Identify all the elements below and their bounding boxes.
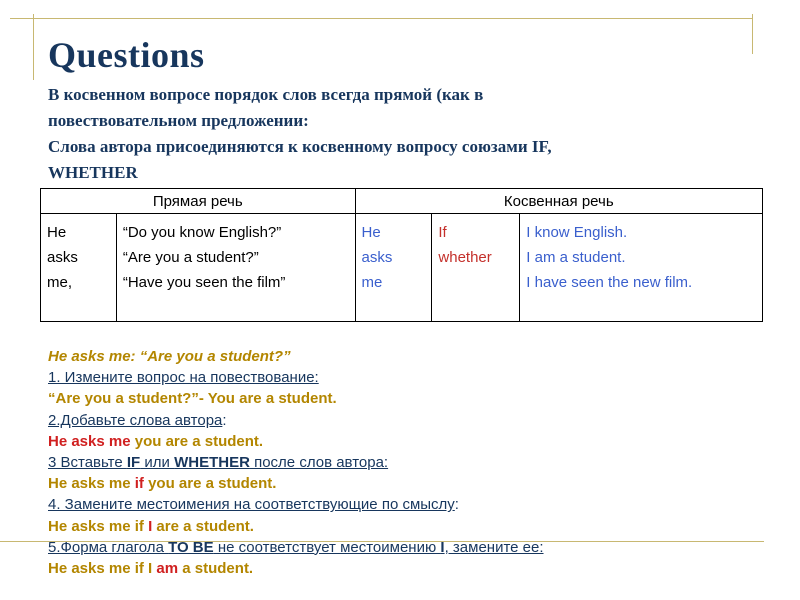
direct-question: “Are you a student?” — [122, 249, 259, 266]
step-5-i: I — [440, 538, 445, 556]
intro-line-3: Слова автора присоединяются к косвенному вопросу союзами IF, — [48, 137, 552, 156]
table-row — [41, 214, 763, 322]
step-5-pre: 5.Форма глагола — [48, 538, 169, 556]
step-4-answer — [48, 516, 544, 537]
indirect-statement: I have seen the new film. — [526, 274, 693, 291]
speech-table — [40, 188, 763, 322]
step-5-answer-red: am — [156, 560, 179, 578]
step-2-answer-red: He asks me — [48, 432, 131, 450]
conjunctions-cell — [432, 214, 520, 322]
example-sentence: He asks me: “Are you a student?” — [48, 348, 291, 365]
intro-line-2: повествовательном предложении: — [48, 111, 309, 130]
step-1: 1. Измените вопрос на повествование: — [48, 369, 319, 387]
intro-line-1: В косвенном вопросе порядок слов всегда прямой (как в — [48, 85, 484, 104]
step-3-answer-pre: He asks me — [48, 475, 135, 493]
top-rule — [10, 18, 752, 19]
step-2 — [48, 410, 544, 431]
top-right-vertical — [752, 14, 753, 54]
step-3-answer-post: you are a student. — [143, 475, 277, 493]
indirect-author-word: He — [361, 224, 381, 241]
indirect-author-cell — [355, 214, 432, 322]
indirect-statements-cell — [520, 214, 763, 322]
step-5-answer — [48, 558, 544, 579]
step-5 — [48, 537, 544, 558]
indirect-statement: I know English. — [526, 224, 628, 241]
step-2-answer-rest: you are a student. — [130, 432, 264, 450]
header-indirect-speech: Косвенная речь — [355, 189, 762, 214]
step-5-answer-post: a student. — [178, 560, 254, 578]
direct-questions-cell — [116, 214, 355, 322]
step-4 — [48, 494, 544, 515]
intro-line-4: WHETHER — [48, 163, 138, 182]
step-3-mid: или — [140, 454, 175, 472]
step-2-label: 2.Добавьте слова автора — [48, 411, 223, 429]
table-header-row — [41, 189, 763, 214]
step-4-label: 4. Замените местоимения на соответствующие по смыслу — [48, 496, 455, 514]
step-5-answer-pre: He asks me if I — [48, 560, 157, 578]
step-4-answer-post: are a student. — [152, 517, 254, 535]
conjunction: If — [438, 224, 447, 241]
indirect-statement: I am a student. — [526, 249, 626, 266]
direct-author-word: asks — [47, 249, 78, 266]
step-5-post: не соответствует местоимению — [213, 538, 441, 556]
direct-author-word: me, — [47, 274, 73, 291]
conjunction: whether — [438, 249, 492, 266]
intro-text — [48, 82, 748, 186]
direct-question: “Do you know English?” — [122, 224, 282, 241]
step-3-if: IF — [126, 454, 141, 472]
step-3 — [48, 452, 544, 473]
step-3-answer-red: if — [134, 475, 144, 493]
direct-author-cell — [41, 214, 117, 322]
indirect-author-word: asks — [361, 249, 393, 266]
step-3-post: после слов автора: — [249, 454, 389, 472]
header-direct-speech: Прямая речь — [41, 189, 356, 214]
step-3-whether: WHETHER — [174, 454, 250, 472]
step-3-answer — [48, 473, 544, 494]
direct-author-word: He — [47, 224, 67, 241]
step-4-answer-pre: He asks me if — [48, 517, 149, 535]
indirect-author-word: me — [361, 274, 383, 291]
direct-question: “Have you seen the film” — [122, 274, 286, 291]
page-title: Questions — [48, 35, 205, 75]
step-5-bold: TO BE — [168, 538, 214, 556]
step-1-answer: “Are you a student?”- You are a student. — [48, 390, 337, 408]
step-5-end: , замените ее: — [444, 538, 544, 556]
step-4-answer-red: I — [148, 517, 153, 535]
step-4-colon: : — [454, 496, 459, 514]
step-2-colon: : — [222, 411, 227, 429]
step-3-pre: 3 Вставьте — [48, 454, 127, 472]
step-2-answer — [48, 431, 544, 452]
steps-section — [48, 346, 544, 579]
left-vertical — [33, 14, 34, 80]
